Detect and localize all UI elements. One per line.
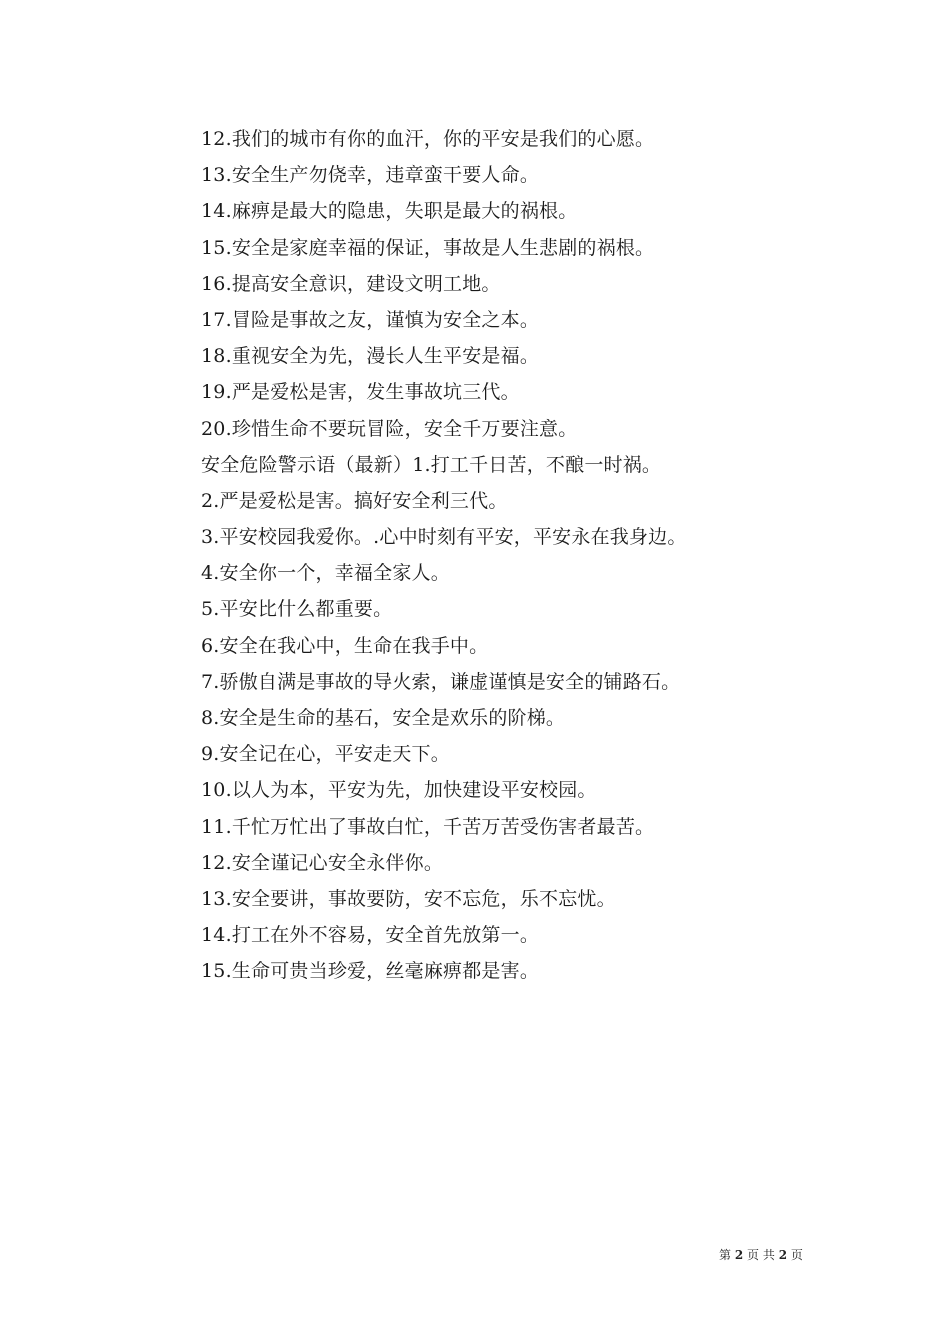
section-heading-line: 安全危险警示语（最新）1.打工千日苦，不酿一时祸。 xyxy=(201,453,662,476)
footer-middle: 页 共 xyxy=(747,1248,775,1262)
text-line: 12.我们的城市有你的血汗，你的平安是我们的心愿。 xyxy=(201,128,655,150)
text-line: 4.安全你一个，幸福全家人。 xyxy=(201,562,450,585)
footer-suffix: 页 xyxy=(790,1248,803,1262)
text-line: 11.千忙万忙出了事故白忙，千苦万苦受伤害者最苦。 xyxy=(201,815,655,838)
text-line: 5.平安比什么都重要。 xyxy=(201,598,393,621)
text-line: 7.骄傲自满是事故的导火索，谦虚谨慎是安全的铺路石。 xyxy=(201,670,681,693)
text-line: 13.安全要讲，事故要防，安不忘危，乐不忘忧。 xyxy=(201,887,616,910)
text-line: 17.冒险是事故之友，谨慎为安全之本。 xyxy=(201,308,540,331)
page-number-footer xyxy=(719,1247,803,1263)
document-body xyxy=(201,121,841,990)
text-line: 13.安全生产勿侥幸，违章蛮干要人命。 xyxy=(201,164,540,187)
text-line: 3.平安校园我爱你。.心中时刻有平安，平安永在我身边。 xyxy=(201,526,687,549)
text-line: 15.生命可贵当珍爱，丝毫麻痹都是害。 xyxy=(201,960,540,983)
footer-prefix: 第 xyxy=(719,1248,732,1262)
text-line: 16.提高安全意识，建设文明工地。 xyxy=(201,272,501,295)
text-line: 12.安全谨记心安全永伴你。 xyxy=(201,851,444,874)
total-pages-number: 2 xyxy=(778,1248,788,1262)
current-page-number: 2 xyxy=(734,1248,744,1262)
text-line: 9.安全记在心，平安走天下。 xyxy=(201,743,450,766)
text-line: 19.严是爱松是害，发生事故坑三代。 xyxy=(201,381,520,404)
text-line: 14.打工在外不容易，安全首先放第一。 xyxy=(201,924,540,947)
text-line: 18.重视安全为先，漫长人生平安是福。 xyxy=(201,345,540,368)
text-line: 15.安全是家庭幸福的保证，事故是人生悲剧的祸根。 xyxy=(201,236,655,259)
text-line: 6.安全在我心中，生命在我手中。 xyxy=(201,634,489,657)
text-line: 14.麻痹是最大的隐患，失职是最大的祸根。 xyxy=(201,200,578,223)
text-line: 8.安全是生命的基石，安全是欢乐的阶梯。 xyxy=(201,707,566,729)
text-line: 20.珍惜生命不要玩冒险，安全千万要注意。 xyxy=(201,417,578,440)
text-line: 10.以人为本，平安为先，加快建设平安校园。 xyxy=(201,779,597,802)
text-line: 2.严是爱松是害。搞好安全利三代。 xyxy=(201,489,508,512)
